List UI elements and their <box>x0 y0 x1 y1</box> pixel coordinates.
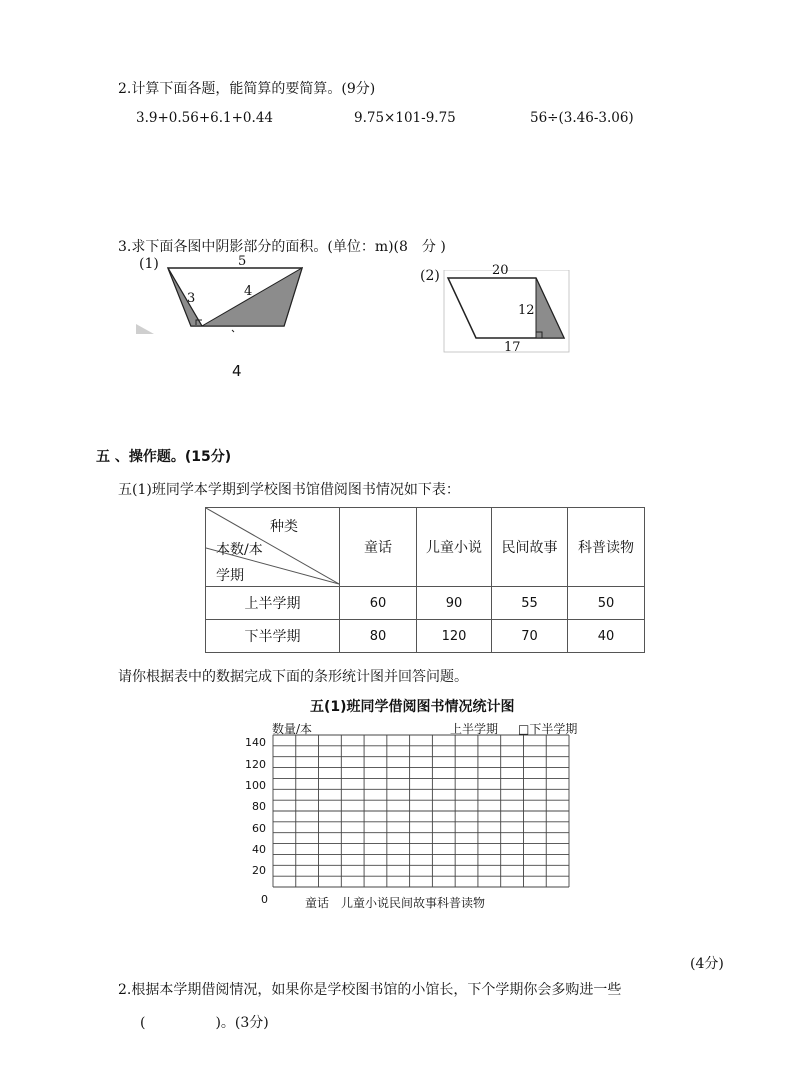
table-cell: 60 <box>340 587 417 620</box>
legend-first-half: 上半学期 <box>450 722 499 736</box>
question-3-title: 3.求下面各图中阴影部分的面积。(单位：m)(8 分 ) <box>118 239 446 255</box>
y-tick-label: 80 <box>252 800 266 813</box>
table-cell: 80 <box>340 620 417 653</box>
figure-1-diagonal-length: 4 <box>244 284 253 299</box>
table-cell: 70 <box>492 620 568 653</box>
figure-1-trapezoid <box>134 252 314 342</box>
question-2-title: 2.计算下面各题，能简算的要简算。(9分) <box>118 81 376 97</box>
chart-grid <box>272 734 570 888</box>
column-header: 童话 <box>340 508 417 587</box>
stray-number: 4 <box>232 362 242 380</box>
figure-2-top-length: 20 <box>492 263 509 278</box>
table-corner-cell <box>206 508 340 587</box>
table-row <box>206 587 645 620</box>
y-tick-label: 20 <box>252 864 266 877</box>
row-label: 上半学期 <box>206 587 340 620</box>
expression-1: 3.9+0.56+6.1+0.44 <box>136 110 273 126</box>
chart-score: (4分) <box>690 956 724 972</box>
column-header: 科普读物 <box>568 508 645 587</box>
chart-instruction: 请你根据表中的数据完成下面的条形统计图并回答问题。 <box>118 669 468 685</box>
section-5-intro: 五(1)班同学本学期到学校图书馆借阅图书情况如下表： <box>118 482 460 498</box>
table-row <box>206 620 645 653</box>
question-2-answer-blank[interactable]: ( )。(3分) <box>140 1015 269 1031</box>
chart-title: 五(1)班同学借阅图书情况统计图 <box>310 699 515 715</box>
expression-2: 9.75×101-9.75 <box>354 110 456 126</box>
legend-second-half: □下半学期 <box>518 722 578 736</box>
table-cell: 55 <box>492 587 568 620</box>
row-label: 下半学期 <box>206 620 340 653</box>
y-tick-label: 120 <box>245 758 266 771</box>
expression-3: 56÷(3.46-3.06) <box>530 110 634 126</box>
table-cell: 50 <box>568 587 645 620</box>
figure-2-bottom-length: 17 <box>504 340 521 355</box>
figure-2-height: 12 <box>518 303 535 318</box>
section-5-heading: 五 、操作题。(15分) <box>96 449 232 465</box>
y-tick-label: 40 <box>252 843 266 856</box>
table-cell: 40 <box>568 620 645 653</box>
figure-1-top-length: 5 <box>238 254 247 269</box>
column-header: 儿童小说 <box>417 508 492 587</box>
column-header: 民间故事 <box>492 508 568 587</box>
corner-kind-label: 种类 <box>270 519 298 535</box>
question-2-text: 2.根据本学期借阅情况，如果你是学校图书馆的小馆长，下个学期你会多购进一些 <box>118 982 622 998</box>
figure-1-side-length: 3 <box>187 291 196 306</box>
y-tick-label: 100 <box>245 779 266 792</box>
figure-1-label: (1) <box>139 256 159 272</box>
table-cell: 120 <box>417 620 492 653</box>
y-tick-label: 60 <box>252 822 266 835</box>
table-cell: 90 <box>417 587 492 620</box>
y-tick-label: 140 <box>245 736 266 749</box>
chart-x-labels: 童话 儿童小说民间故事科普读物 <box>305 896 486 910</box>
corner-unit-label: 本数/本 <box>216 542 263 558</box>
chart-y-axis-label: 数量/本 <box>272 722 313 736</box>
y-tick-label: 0 <box>261 893 268 906</box>
corner-term-label: 学期 <box>216 568 244 584</box>
figure-2-label: (2) <box>420 268 440 284</box>
borrowing-table <box>205 507 645 653</box>
